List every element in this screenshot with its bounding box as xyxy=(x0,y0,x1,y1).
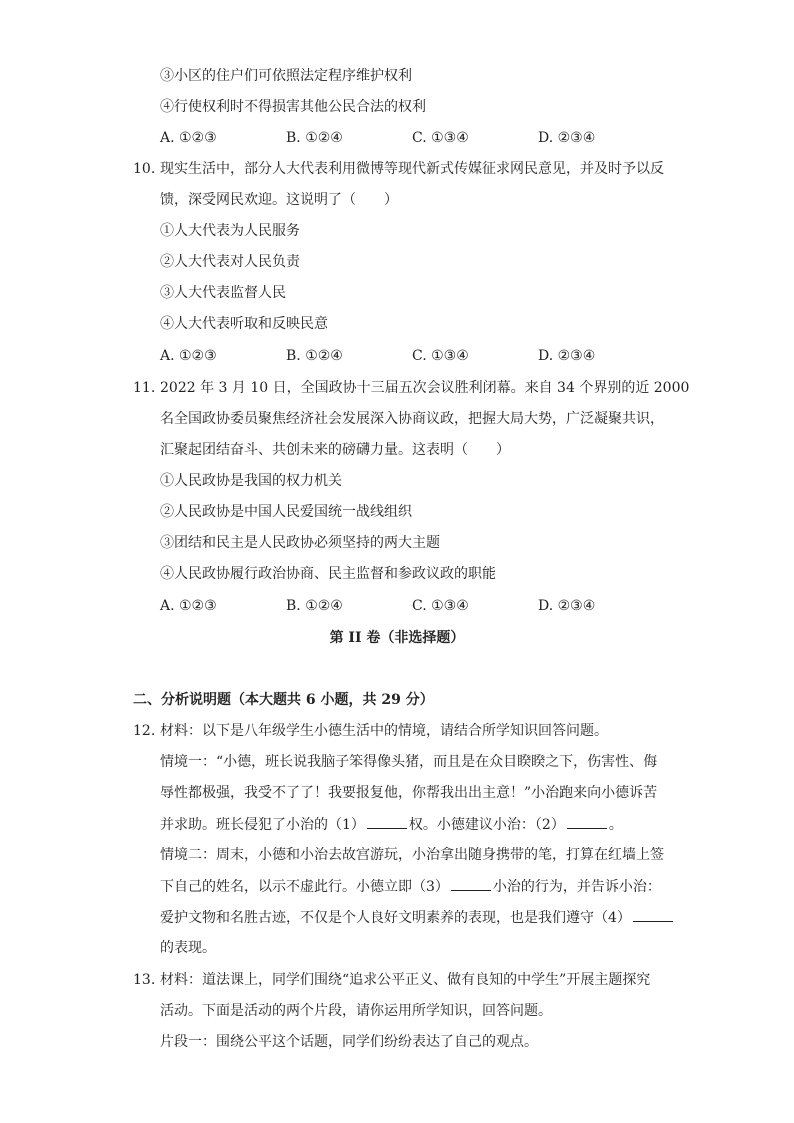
q11-item-3: ③团结和民主是人民政协必须坚持的两大主题 xyxy=(160,535,440,551)
q10-stem-line-1: 现实生活中，部分人大代表利用微博等现代新式传媒征求网民意见，并及时予以反 xyxy=(160,161,664,177)
q12-line-2: 情境一：“小德，班长说我脑子笨得像头猪，而且是在众目睽睽之下，伤害性、侮 xyxy=(160,754,658,770)
q10-options xyxy=(160,346,680,366)
q11-number: 11. xyxy=(133,380,156,396)
q10-option-c[interactable]: C. ①③④ xyxy=(412,348,469,364)
part-2-title: 第 II 卷（非选择题） xyxy=(329,630,465,646)
q12-line-4-part-a: 并求助。班长侵犯了小治的（1） xyxy=(160,817,365,833)
q11-option-d[interactable]: D. ②③④ xyxy=(538,598,596,614)
q11-option-b[interactable]: B. ①②④ xyxy=(286,598,343,614)
q12-line-6 xyxy=(160,876,661,897)
q12-line-7-part-a: 爱护文物和名胜古迹，不仅是个人良好文明素养的表现，也是我们遵守（4） xyxy=(160,910,631,926)
q12-line-3: 辱性都极强，我受不了了！我要报复他，你帮我出出主意！”小治跑来向小德诉苦 xyxy=(160,785,658,801)
q10-item-3: ③人大代表监督人民 xyxy=(160,285,286,301)
q9-option-b[interactable]: B. ①②④ xyxy=(286,130,343,146)
q13-number: 13. xyxy=(133,972,156,988)
q12-blank-3[interactable] xyxy=(451,876,491,891)
q12-line-8: 的表现。 xyxy=(160,940,216,956)
q11-stem-line-1: 2022 年 3 月 10 日，全国政协十三届五次会议胜利闭幕。来自 34 个界别的近 2000 xyxy=(160,380,690,396)
q12-blank-2[interactable] xyxy=(567,814,607,829)
q9-options xyxy=(160,128,680,148)
q12-line-6-part-b: 小治的行为，并告诉小治： xyxy=(492,879,661,895)
q12-blank-1[interactable] xyxy=(367,814,407,829)
q10-option-a[interactable]: A. ①②③ xyxy=(160,348,217,364)
q11-stem-line-2: 名全国政协委员聚焦经济社会发展深入协商议政，把握大局大势，广泛凝聚共识， xyxy=(160,411,664,427)
q13-line-1: 材料：道法课上，同学们围绕“追求公平正义、做有良知的中学生”开展主题探究 xyxy=(160,972,651,988)
q10-option-d[interactable]: D. ②③④ xyxy=(538,348,596,364)
q12-line-5: 情境二：周末，小德和小治去故宫游玩，小治拿出随身携带的笔，打算在红墙上签 xyxy=(160,847,664,863)
section-2-heading: 二、分析说明题（本大题共 6 小题，共 29 分） xyxy=(133,692,434,708)
q11-item-1: ①人民政协是我国的权力机关 xyxy=(160,473,342,489)
q9-item-4: ④行使权利时不得损害其他公民合法的权利 xyxy=(160,99,426,115)
q11-option-c[interactable]: C. ①③④ xyxy=(412,598,469,614)
q12-line-6-part-a: 下自己的姓名，以示不虚此行。小德立即（3） xyxy=(160,879,449,895)
q11-stem-line-3: 汇聚起团结奋斗、共创未来的磅礴力量。这表明（ ） xyxy=(160,442,510,458)
q9-option-a[interactable]: A. ①②③ xyxy=(160,130,217,146)
q12-line-1: 材料：以下是八年级学生小德生活中的情境，请结合所学知识回答问题。 xyxy=(160,723,608,739)
q13-line-2: 活动。下面是活动的两个片段，请你运用所学知识，回答问题。 xyxy=(160,1003,552,1019)
q11-option-a[interactable]: A. ①②③ xyxy=(160,598,217,614)
q12-line-7 xyxy=(160,907,675,928)
q12-line-4 xyxy=(160,814,623,835)
q11-options xyxy=(160,596,680,616)
q11-item-4: ④人民政协履行政治协商、民主监督和参政议政的职能 xyxy=(160,566,496,582)
q10-item-2: ②人大代表对人民负责 xyxy=(160,254,300,270)
q12-number: 12. xyxy=(133,723,156,739)
q10-stem-line-2: 馈，深受网民欢迎。这说明了（ ） xyxy=(160,192,398,208)
q11-item-2: ②人民政协是中国人民爱国统一战线组织 xyxy=(160,504,412,520)
q12-blank-4[interactable] xyxy=(633,907,673,922)
q9-option-d[interactable]: D. ②③④ xyxy=(538,130,596,146)
q12-line-4-part-b: 权。小德建议小治：（2） xyxy=(408,817,565,833)
q13-line-3: 片段一：围绕公平这个话题，同学们纷纷表达了自己的观点。 xyxy=(160,1034,538,1050)
q10-option-b[interactable]: B. ①②④ xyxy=(286,348,343,364)
q9-item-3: ③小区的住户们可依照法定程序维护权利 xyxy=(160,68,412,84)
q12-line-4-part-c: 。 xyxy=(608,817,623,833)
q9-option-c[interactable]: C. ①③④ xyxy=(412,130,469,146)
q10-number: 10. xyxy=(133,161,156,177)
q10-item-4: ④人大代表听取和反映民意 xyxy=(160,316,328,332)
q10-item-1: ①人大代表为人民服务 xyxy=(160,223,300,239)
